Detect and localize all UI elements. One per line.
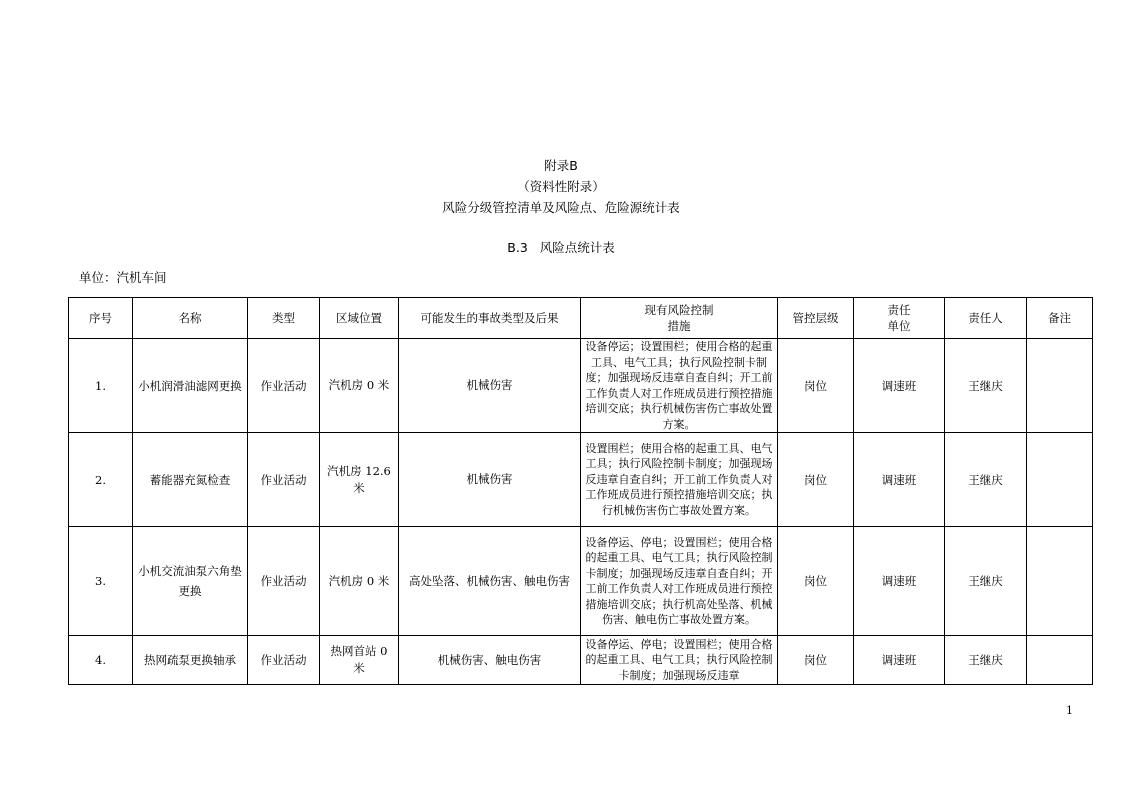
row-area: 热网首站 0 米	[320, 636, 399, 685]
row-accident: 高处坠落、机械伤害、触电伤害	[399, 527, 581, 636]
row-name: 热网疏泵更换轴承	[133, 636, 248, 685]
row-name: 小机交流油泵六角垫更换	[133, 527, 248, 636]
header-unit-line1: 责任	[887, 303, 911, 317]
row-unit: 调速班	[854, 636, 945, 685]
header-name: 名称	[133, 298, 248, 339]
document-title: 风险分级管控清单及风险点、危险源统计表	[442, 200, 680, 215]
row-unit: 调速班	[854, 527, 945, 636]
header-type: 类型	[248, 298, 320, 339]
row-accident: 机械伤害	[399, 339, 581, 433]
table-row	[69, 339, 1093, 433]
table-row	[69, 527, 1093, 636]
header-level: 管控层级	[778, 298, 854, 339]
row-level: 岗位	[778, 527, 854, 636]
row-person: 王继庆	[945, 527, 1027, 636]
row-type: 作业活动	[248, 636, 320, 685]
row-type: 作业活动	[248, 339, 320, 433]
row-type: 作业活动	[248, 433, 320, 527]
row-remark	[1027, 527, 1093, 636]
table-header-row	[69, 298, 1093, 339]
header-unit-line2: 单位	[887, 319, 911, 333]
header-measures	[581, 298, 778, 339]
row-measures: 设备停运；设置围栏；使用合格的起重工具、电气工具；执行风险控制卡制度；加强现场反违章自查自纠；开工前工作负责人对工作班成员进行预控措施培训交底；执行机械伤害伤亡事故处置方案。	[581, 339, 778, 433]
header-area: 区域位置	[320, 298, 399, 339]
row-level: 岗位	[778, 339, 854, 433]
unit-line: 单位：汽机车间	[79, 270, 167, 285]
appendix-label: 附录B	[544, 158, 578, 173]
page-number: 1	[1066, 704, 1073, 717]
table-row	[69, 636, 1093, 685]
row-person: 王继庆	[945, 636, 1027, 685]
header-remark: 备注	[1027, 298, 1093, 339]
row-area: 汽机房 0 米	[320, 527, 399, 636]
row-remark	[1027, 636, 1093, 685]
row-unit: 调速班	[854, 339, 945, 433]
table-row	[69, 433, 1093, 527]
header-person: 责任人	[945, 298, 1027, 339]
row-measures: 设备停运、停电；设置围栏；使用合格的起重工具、电气工具；执行风险控制卡制度；加强现场反违章自查自纠；开工前工作负责人对工作班成员进行预控措施培训交底；执行机高处坠落、机械伤害、触电伤亡事故处置方案。	[581, 527, 778, 636]
header-measures-line1: 现有风险控制	[644, 303, 714, 317]
row-level: 岗位	[778, 636, 854, 685]
section-title: B.3 风险点统计表	[507, 240, 615, 255]
row-measures: 设置围栏；使用合格的起重工具、电气工具；执行风险控制卡制度；加强现场反违章自查自纠；开工前工作负责人对工作班成员进行预控措施培训交底；执行机械伤害伤亡事故处置方案。	[581, 433, 778, 527]
row-name: 蓄能器充氮检查	[133, 433, 248, 527]
row-area: 汽机房 12.6 米	[320, 433, 399, 527]
row-person: 王继庆	[945, 433, 1027, 527]
row-type: 作业活动	[248, 527, 320, 636]
row-seq: 3.	[69, 527, 133, 636]
row-seq: 1.	[69, 339, 133, 433]
header-measures-line2: 措施	[667, 319, 691, 333]
row-measures: 设备停运、停电；设置围栏；使用合格的起重工具、电气工具；执行风险控制卡制度；加强现场反违章	[581, 636, 778, 685]
row-remark	[1027, 433, 1093, 527]
row-accident: 机械伤害、触电伤害	[399, 636, 581, 685]
row-unit: 调速班	[854, 433, 945, 527]
appendix-type: （资料性附录）	[517, 179, 605, 194]
row-seq: 2.	[69, 433, 133, 527]
row-remark	[1027, 339, 1093, 433]
row-seq: 4.	[69, 636, 133, 685]
header-unit	[854, 298, 945, 339]
row-area: 汽机房 0 米	[320, 339, 399, 433]
row-accident: 机械伤害	[399, 433, 581, 527]
header-seq: 序号	[69, 298, 133, 339]
row-level: 岗位	[778, 433, 854, 527]
header-accident: 可能发生的事故类型及后果	[399, 298, 581, 339]
row-person: 王继庆	[945, 339, 1027, 433]
row-name: 小机润滑油滤网更换	[133, 339, 248, 433]
risk-point-table	[68, 297, 1093, 685]
